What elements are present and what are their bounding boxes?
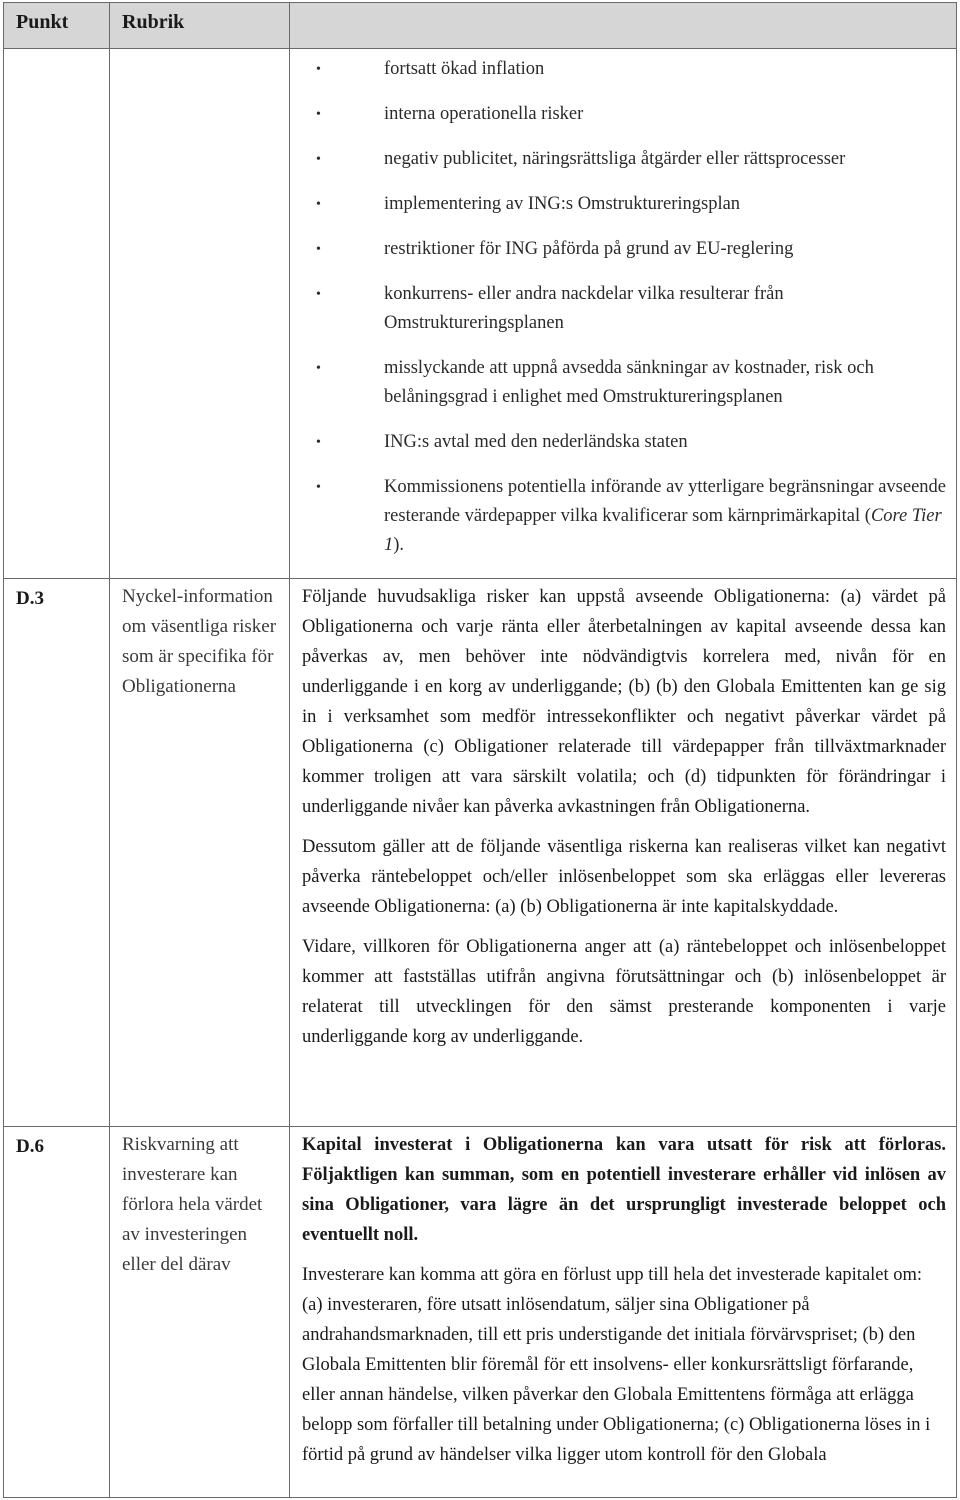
punkt-d3: D.3 — [4, 579, 110, 1127]
table-row-d3 — [4, 579, 957, 1127]
header-content — [290, 3, 957, 49]
list-item: • restriktioner för ING påförda på grund av EU-reglering — [302, 235, 946, 264]
d3-paragraph-2: Dessutom gäller att de följande väsentliga riskerna kan realiseras vilket kan negativt påverka räntebeloppet och/eller inlösenbeloppet som ska erläggas eller levereras avseende Obligationerna: (a) (b) Obligationerna är inte kapitalskyddade. — [302, 837, 946, 917]
d6-bold-paragraph: Kapital investerat i Obligationerna kan vara utsatt för risk att förloras. Följaktligen kan summan, som en potentiell investerare erhåller vid inlösen av sina Obligationer, vara lägre än det ursprungligt investerade beloppet och eventuellt noll. — [302, 1135, 946, 1245]
table-row-d6 — [4, 1127, 957, 1498]
bullet-icon: • — [316, 197, 321, 212]
bullet-icon: • — [316, 435, 321, 450]
list-item: • fortsatt ökad inflation — [302, 55, 946, 84]
list-item: • ING:s avtal med den nederländska staten — [302, 428, 946, 457]
bullet-icon: • — [316, 480, 321, 495]
list-item: • negativ publicitet, näringsrättsliga åtgärder eller rättsprocesser — [302, 145, 946, 174]
d3-paragraph-3: Vidare, villkoren för Obligationerna anger att (a) räntebeloppet och inlösenbeloppet kommer att fastställas utifrån angivna förutsättningar och (b) inlösenbeloppet är relaterat till utvecklingen för den sämst presterande komponenten i varje underliggande korg av underliggande. — [302, 937, 946, 1047]
d6-paragraph: Investerare kan komma att göra en förlust upp till hela det investerade kapitalet om: (a) investeraren, före utsatt inlösendatum, säljer sina Obligationer på andrahandsmarknaden, till ett pris understigande det initiala förvärvspriset; (b) den Globala Emittenten blir föremål för ett insolvens- eller konkursrättsligt förfarande, eller annan händelse, vilken påverkar den Globala Emittentens förmåga att erlägga belopp som förfaller till betalning under Obligationerna; (c) Obligationerna löses in i förtid på grund av händelser vilka ligger utom kontroll för den Globala — [302, 1265, 931, 1465]
list-item: • implementering av ING:s Omstruktureringsplan — [302, 190, 946, 219]
table-row-risk-bullets — [4, 49, 957, 579]
rubrik-d6: Riskvarning att investerare kan förlora hela värdet av investeringen eller del därav — [110, 1127, 290, 1498]
risk-bullet-list — [302, 49, 946, 560]
bullet-icon: • — [316, 242, 321, 257]
bullet-icon: • — [316, 152, 321, 167]
bullet-icon: • — [316, 361, 321, 376]
content-d3 — [290, 579, 957, 1127]
empty-punkt-cell — [4, 49, 110, 579]
summary-table — [3, 2, 957, 1498]
risk-bullet-cell — [290, 49, 957, 579]
header-rubrik: Rubrik — [110, 3, 290, 49]
header-punkt: Punkt — [4, 3, 110, 49]
list-item: • Kommissionens potentiella införande av ytterligare begränsningar avseende resterande värdepapper vilka kvalificerar som kärnprimärkapital (Core Tier 1). — [302, 473, 946, 560]
rubrik-d3: Nyckel-information om väsentliga risker som är specifika för Obligationerna — [110, 579, 290, 1127]
punkt-d6: D.6 — [4, 1127, 110, 1498]
list-item: • konkurrens- eller andra nackdelar vilka resulterar från Omstruktureringsplanen — [302, 280, 946, 338]
bullet-icon: • — [316, 287, 321, 302]
list-item: • misslyckande att uppnå avsedda sänkningar av kostnader, risk och belåningsgrad i enlighet med Omstruktureringsplanen — [302, 354, 946, 412]
table-header-row — [4, 3, 957, 49]
bullet-icon: • — [316, 107, 321, 122]
content-d6 — [290, 1127, 957, 1498]
core-tier-italic: Core Tier 1 — [384, 506, 942, 555]
empty-rubrik-cell — [110, 49, 290, 579]
bullet-icon: • — [316, 62, 321, 77]
d3-paragraph-1: Följande huvudsakliga risker kan uppstå avseende Obligationerna: (a) värdet på Obligationerna och varje ränta eller återbetalningen av kapital avseende dessa kan påverkas av, men behöver inte nödvändigtvis korrelera med, nivån för en underliggande i en korg av underliggande; (b) (b) den Globala Emittenten kan ge sig in i verksamhet som medför intressekonflikter och negativt påverkar värdet på Obligationerna (c) Obligationer relaterade till värdepapper från tillväxtmarknader kommer troligen att vara särskilt volatila; och (d) tidpunkten för förändringar i underliggande nivåer kan påverka avkastningen från Obligationerna. — [302, 587, 946, 817]
list-item: • interna operationella risker — [302, 100, 946, 129]
